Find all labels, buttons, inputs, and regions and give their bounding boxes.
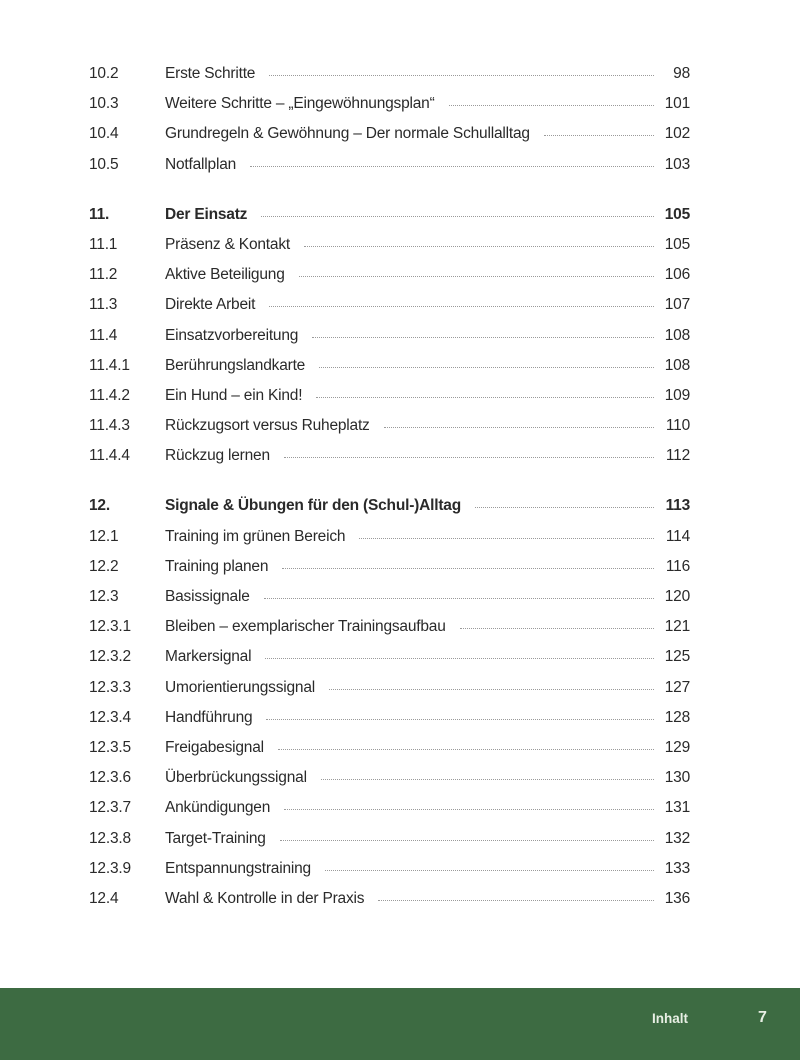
entry-title: Target-Training [165,829,266,847]
toc-entry[interactable] [89,263,690,293]
entry-number: 10.3 [89,95,119,113]
dotted-leader [325,869,654,871]
footer-page-number: 7 [758,1009,767,1026]
dotted-leader [475,506,654,508]
entry-number: 12.3.6 [89,769,131,787]
entry-title: Ankündigungen [165,799,271,817]
entry-number: 12.1 [89,527,119,545]
entry-number: 11.1 [89,235,118,253]
entry-page-number: 136 [664,889,690,907]
entry-title: Training planen [165,557,269,575]
entry-page-number: 102 [664,125,690,143]
page-footer [0,988,800,1060]
toc-entry[interactable] [89,444,690,474]
dotted-leader [359,537,654,539]
toc-entry[interactable] [89,525,690,555]
entry-title: Freigabesignal [165,738,264,756]
toc-entry[interactable] [89,736,690,766]
toc-entry[interactable] [89,676,690,706]
toc-entry[interactable] [89,414,690,444]
toc-entry[interactable] [89,857,690,887]
toc-chapter-entry[interactable] [89,203,690,233]
entry-title: Wahl & Kontrolle in der Praxis [165,889,365,907]
entry-page-number: 133 [664,859,690,877]
entry-page-number: 129 [664,738,690,756]
dotted-leader [250,165,654,167]
toc-entry[interactable] [89,354,690,384]
entry-title: Der Einsatz [165,205,248,223]
toc-entry[interactable] [89,555,690,585]
dotted-leader [319,366,654,368]
entry-page-number: 106 [664,266,690,284]
entry-title: Signale & Übungen für den (Schul-)Alltag [165,497,461,515]
dotted-leader [321,778,654,780]
entry-page-number: 101 [664,95,690,113]
entry-title: Notfallplan [165,155,237,173]
toc-entry[interactable] [89,887,690,917]
toc-chapter-entry[interactable] [89,494,690,524]
entry-title: Präsenz & Kontakt [165,235,290,253]
entry-title: Basissignale [165,588,250,605]
entry-number: 11.4.4 [89,447,130,465]
dotted-leader [282,567,654,569]
entry-title: Training im grünen Bereich [165,527,346,545]
entry-number: 12.4 [89,889,119,907]
entry-number: 12.3.1 [89,618,131,636]
entry-number: 10.4 [89,125,119,143]
entry-page-number: 109 [664,386,690,404]
entry-page-number: 112 [665,447,690,465]
table-of-contents [89,62,690,917]
dotted-leader [299,275,654,277]
entry-number: 12.3.2 [89,648,131,666]
toc-entry[interactable] [89,324,690,354]
toc-entry[interactable] [89,766,690,796]
toc-entry[interactable] [89,122,690,152]
dotted-leader [265,657,654,659]
entry-page-number: 110 [665,417,690,435]
entry-number: 12.3.5 [89,738,131,756]
dotted-leader [284,808,654,810]
entry-title: Direkte Arbeit [165,296,256,314]
dotted-leader [304,245,654,247]
entry-page-number: 130 [664,769,690,787]
entry-page-number: 132 [664,829,690,847]
toc-entry[interactable] [89,293,690,323]
entry-page-number: 108 [664,326,690,344]
dotted-leader [384,426,654,428]
dotted-leader [278,748,654,750]
entry-page-number: 107 [664,296,690,314]
entry-page-number: 113 [665,497,690,515]
entry-title: Grundregeln & Gewöhnung – Der normale Schullalltag [165,125,530,143]
dotted-leader [266,718,654,720]
entry-number: 11.2 [89,266,118,284]
dotted-leader [280,839,654,841]
entry-number: 12.3.8 [89,829,131,847]
dotted-leader [261,215,654,217]
toc-entry[interactable] [89,153,690,183]
entry-title: Handführung [165,708,253,726]
entry-page-number: 125 [664,648,690,666]
dotted-leader [312,336,654,338]
entry-number: 12.3.9 [89,859,131,877]
entry-number: 12.3.3 [89,678,131,696]
dotted-leader [269,305,654,307]
entry-number: 12.3.7 [89,799,131,817]
entry-title: Aktive Beteiligung [165,266,285,284]
entry-number: 12.3.4 [89,708,131,726]
toc-entry[interactable] [89,384,690,414]
entry-title: Entspannungstraining [165,859,311,877]
entry-page-number: 121 [664,618,690,636]
dotted-leader [269,74,654,76]
dotted-leader [329,688,654,690]
entry-title: Rückzug lernen [165,447,270,465]
toc-entry[interactable] [89,796,690,826]
entry-page-number: 98 [673,65,690,82]
entry-number: 10.5 [89,155,119,173]
toc-entry[interactable] [89,706,690,736]
entry-number: 11.4.3 [89,417,130,435]
entry-number: 12.3 [89,588,119,605]
entry-page-number: 114 [665,527,690,545]
entry-page-number: 103 [664,155,690,173]
entry-page-number: 131 [664,799,690,817]
entry-title: Erste Schritte [165,65,256,82]
entry-number: 11.4.2 [89,386,130,404]
entry-page-number: 128 [664,708,690,726]
entry-title: Ein Hund – ein Kind! [165,386,303,404]
entry-number: 12.2 [89,557,119,575]
toc-entry[interactable] [89,585,690,615]
entry-page-number: 116 [665,557,690,575]
dotted-leader [316,396,654,398]
entry-number: 11.4 [89,326,118,344]
entry-page-number: 127 [664,678,690,696]
dotted-leader [264,597,654,599]
dotted-leader [460,627,654,629]
toc-entry[interactable] [89,92,690,122]
entry-title: Rückzugsort versus Ruheplatz [165,417,370,435]
entry-page-number: 105 [664,235,690,253]
entry-title: Bleiben – exemplarischer Trainingsaufbau [165,618,446,636]
footer-section-label: Inhalt [652,1011,688,1026]
entry-number: 11. [89,205,110,223]
entry-title: Berührungslandkarte [165,356,306,374]
dotted-leader [449,104,654,106]
entry-number: 11.3 [89,296,118,314]
toc-entry[interactable] [89,827,690,857]
entry-number: 12. [89,497,110,515]
entry-title: Weitere Schritte – „Eingewöhnungsplan“ [165,95,435,113]
entry-page-number: 105 [664,205,690,223]
entry-number: 10.2 [89,65,119,82]
entry-number: 11.4.1 [89,356,130,374]
toc-entry[interactable] [89,615,690,645]
entry-title: Markersignal [165,648,252,666]
dotted-leader [544,134,654,136]
toc-entry[interactable] [89,233,690,263]
dotted-leader [378,899,654,901]
entry-page-number: 108 [664,356,690,374]
entry-title: Einsatzvorbereitung [165,326,299,344]
entry-page-number: 120 [664,588,690,605]
dotted-leader [284,456,654,458]
entry-title: Umorientierungssignal [165,678,316,696]
entry-title: Überbrückungssignal [165,769,307,787]
toc-entry[interactable] [89,62,690,92]
toc-entry[interactable] [89,645,690,675]
